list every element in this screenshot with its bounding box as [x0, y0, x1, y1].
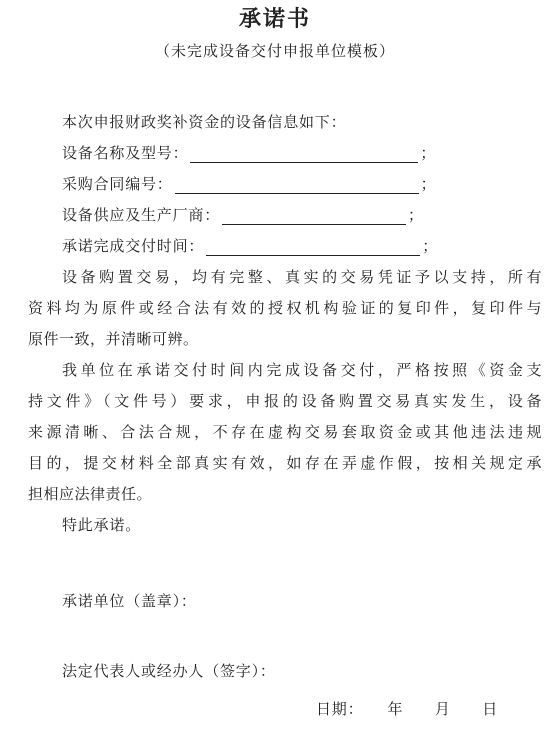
field-supplier: 设备供应及生产厂商： ； [62, 206, 424, 224]
paragraph-line: 我单位在承诺交付时间内完成设备交付，严格按照《资金支 [62, 361, 542, 379]
paragraph-line: 担相应法律责任。 [28, 485, 153, 503]
paragraph-line: 资料均为原件或经合法有效的授权机构验证的复印件，复印件与 [28, 299, 542, 317]
paragraph-line: 持文件》（文件号）要求，申报的设备购置交易真实发生，设备 [28, 392, 542, 410]
intro-text: 本次申报财政奖补资金的设备信息如下： [62, 113, 347, 131]
field-device-name: 设备名称及型号： ； [62, 144, 437, 162]
signature-date: 日期： 年 月 日 [316, 700, 499, 718]
fill-blank [190, 144, 418, 163]
field-label: 设备名称及型号： [62, 144, 189, 162]
closing-text: 特此承诺。 [62, 516, 142, 534]
fill-blank [206, 237, 420, 256]
field-delivery-time: 承诺完成交付时间： ； [62, 237, 439, 255]
field-label: 采购合同编号： [62, 175, 173, 193]
field-label: 承诺完成交付时间： [62, 237, 205, 255]
fill-blank [175, 175, 419, 194]
document-subtitle: （未完成设备交付申报单位模板） [154, 42, 395, 60]
document-title: 承诺书 [238, 6, 311, 32]
field-contract-number: 采购合同编号： ； [62, 175, 437, 193]
paragraph-line: 目的，提交材料全部真实有效，如存在弄虚作假，按相关规定承 [28, 454, 542, 472]
field-label: 设备供应及生产厂商： [62, 206, 221, 224]
fill-blank [222, 206, 406, 225]
paragraph-line: 原件一致，并清晰可辨。 [28, 330, 199, 348]
signature-unit: 承诺单位（盖章）： [62, 592, 197, 610]
signature-representative: 法定代表人或经办人（签字）： [62, 662, 276, 680]
paragraph-line: 设备购置交易，均有完整、真实的交易凭证予以支持，所有 [62, 268, 542, 286]
paragraph-line: 来源清晰、合法合规，不存在虚构交易套取资金或其他违法违规 [28, 423, 542, 441]
